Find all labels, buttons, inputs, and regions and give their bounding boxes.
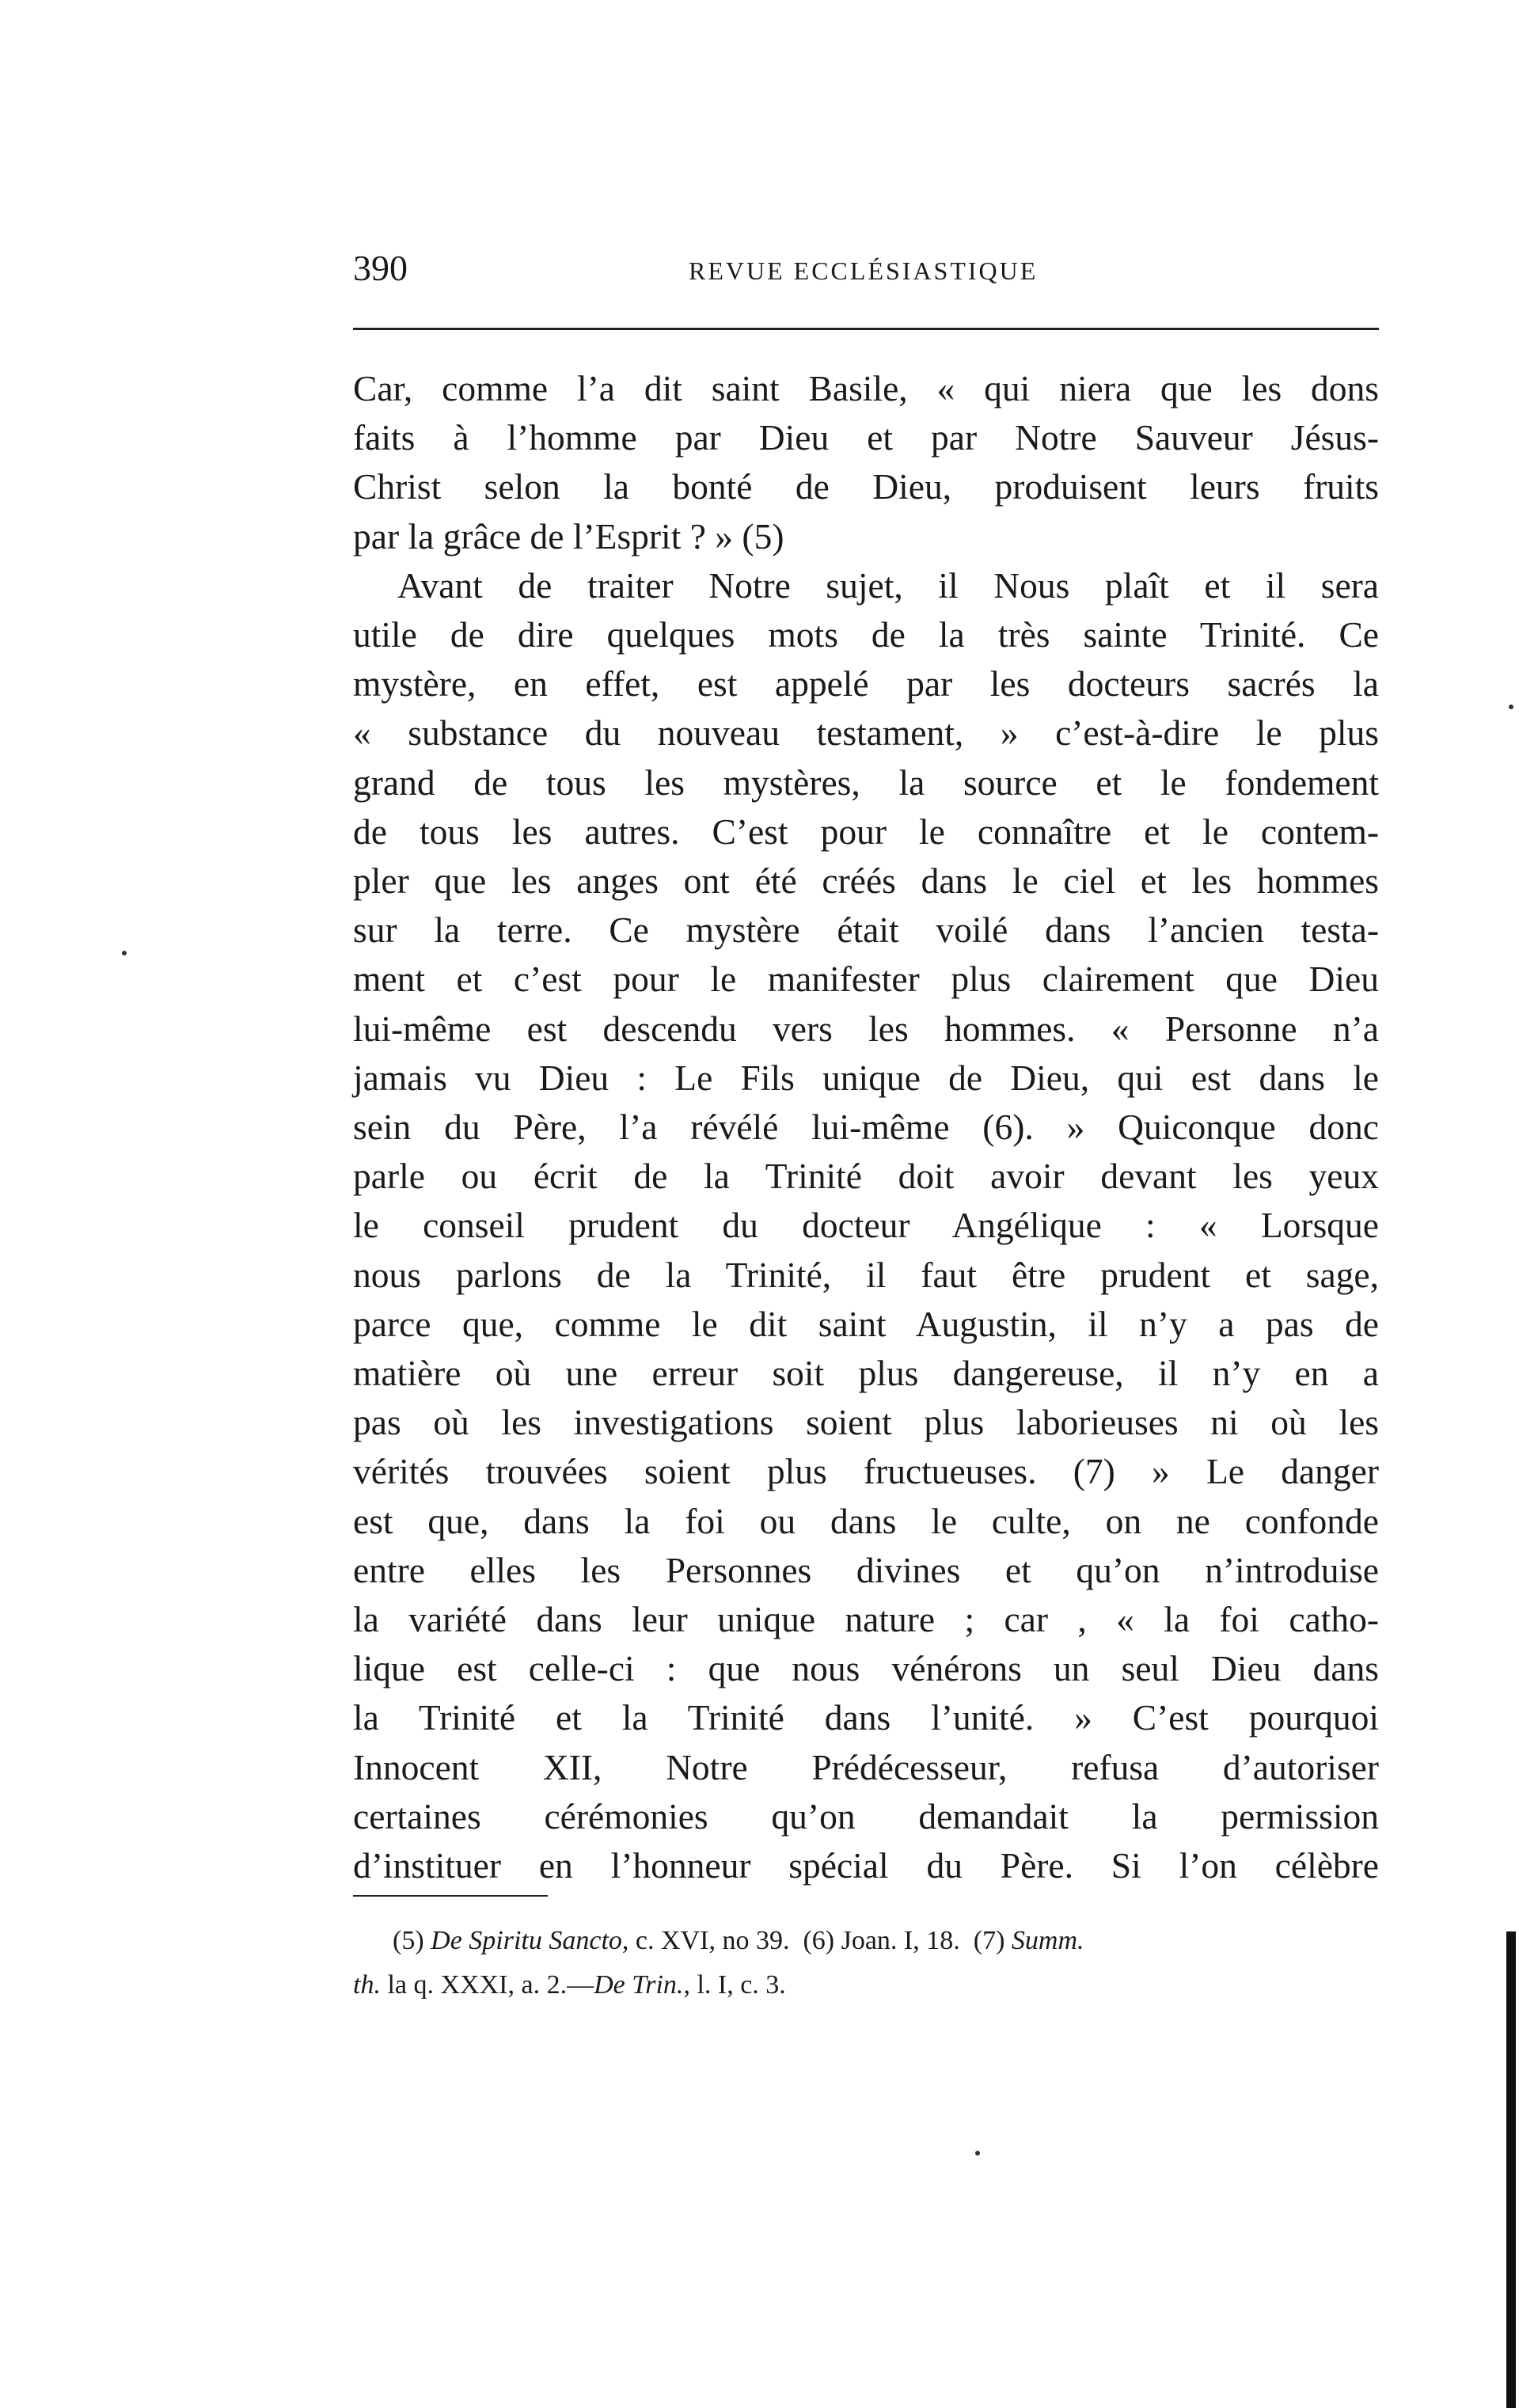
text-line: la Trinité et la Trinité dans l’unité. » C’est pourquoi [353, 1697, 1379, 1738]
text-line: jamais vu Dieu : Le Fils unique de Dieu, qui est dans le [353, 1057, 1379, 1098]
footnote-7-title-cont: th. [353, 1970, 381, 2000]
text-line: parce que, comme le dit saint Augustin, il n’y a pas de [353, 1303, 1379, 1344]
text-line: parle ou écrit de la Trinité doit avoir devant les yeux [353, 1156, 1379, 1197]
footnote-7-number: (7) [973, 1926, 1005, 1955]
footnote-7-title: Summ. [1011, 1926, 1084, 1955]
text-line: lui-même est descendu vers les hommes. « Personne n’a [353, 1008, 1379, 1049]
text-line: par la grâce de l’Esprit ? » (5) [353, 515, 784, 556]
text-line: utile de dire quelques mots de la très sainte Trinité. Ce [353, 614, 1379, 655]
text-line: ment et c’est pour le manifester plus clairement que Dieu [353, 959, 1379, 1000]
text-line: lique est celle-ci : que nous vénérons un seul Dieu dans [353, 1648, 1379, 1689]
footnote-5-ref: , c. XVI, no 39. [621, 1926, 790, 1955]
text-line: Car, comme l’a dit saint Basile, « qui niera que les dons [353, 368, 1379, 408]
footnote-5-title: De Spiritu Sancto [431, 1926, 622, 1955]
footnote-rule [353, 1895, 548, 1897]
scan-edge-shadow [1506, 1931, 1516, 2408]
body-text [353, 364, 1379, 1890]
scan-speck [122, 951, 127, 955]
text-line: Avant de traiter Notre sujet, il Nous plaît et il sera [397, 564, 1379, 606]
text-line: vérités trouvées soient plus fructueuses. (7) » Le danger [353, 1451, 1379, 1492]
text-line: grand de tous les mystères, la source et le fondement [353, 762, 1379, 803]
page-number: 390 [353, 248, 408, 288]
text-line: Christ selon la bonté de Dieu, produisent leurs fruits [353, 466, 1379, 507]
text-line: sein du Père, l’a révélé lui-même (6). » Quiconque donc [353, 1107, 1379, 1148]
text-line: nous parlons de la Trinité, il faut être prudent et sage, [353, 1254, 1379, 1295]
text-line: « substance du nouveau testament, » c’est-à-dire le plus [353, 712, 1379, 754]
footnote-5-number: (5) [393, 1926, 424, 1955]
text-line: est que, dans la foi ou dans le culte, on ne confonde [353, 1500, 1379, 1541]
text-line: entre elles les Personnes divines et qu’on n’introduise [353, 1549, 1379, 1590]
text-line: la variété dans leur unique nature ; car , « la foi catho- [353, 1599, 1379, 1640]
header-rule [353, 328, 1379, 330]
text-line: sur la terre. Ce mystère était voilé dans l’ancien testa- [353, 910, 1379, 951]
text-line: certaines cérémonies qu’on demandait la permission [353, 1795, 1379, 1836]
footnote-7-ref-2: , l. I, c. 3. [683, 1970, 786, 2000]
text-line: le conseil prudent du docteur Angélique : « Lorsque [353, 1205, 1379, 1246]
text-line: de tous les autres. C’est pour le connaître et le contem- [353, 811, 1379, 852]
text-line: pas où les investigations soient plus laborieuses ni où les [353, 1402, 1379, 1443]
text-line: Innocent XII, Notre Prédécesseur, refusa d’autoriser [353, 1746, 1379, 1787]
text-line: faits à l’homme par Dieu et par Notre Sauveur Jésus- [353, 417, 1379, 458]
footnote-7-ref: la q. XXXI, a. 2.— [380, 1970, 594, 2000]
text-line: mystère, en effet, est appelé par les docteurs sacrés la [353, 663, 1379, 705]
footnotes [353, 1919, 1379, 2007]
running-head: REVUE ECCLÉSIASTIQUE [689, 256, 1039, 285]
footnote-line [353, 1963, 1379, 2007]
footnote-6: (6) Joan. I, 18. [803, 1926, 960, 1955]
text-line: pler que les anges ont été créés dans le ciel et les hommes [353, 860, 1379, 902]
text-line: d’instituer en l’honneur spécial du Père. Si l’on célèbre [353, 1845, 1379, 1886]
scan-speck [975, 2151, 980, 2155]
scan-speck [1509, 705, 1513, 709]
footnote-line [353, 1919, 1379, 1963]
text-line: matière où une erreur soit plus dangereuse, il n’y en a [353, 1353, 1379, 1394]
footnote-7-title-2: De Trin. [594, 1970, 684, 2000]
